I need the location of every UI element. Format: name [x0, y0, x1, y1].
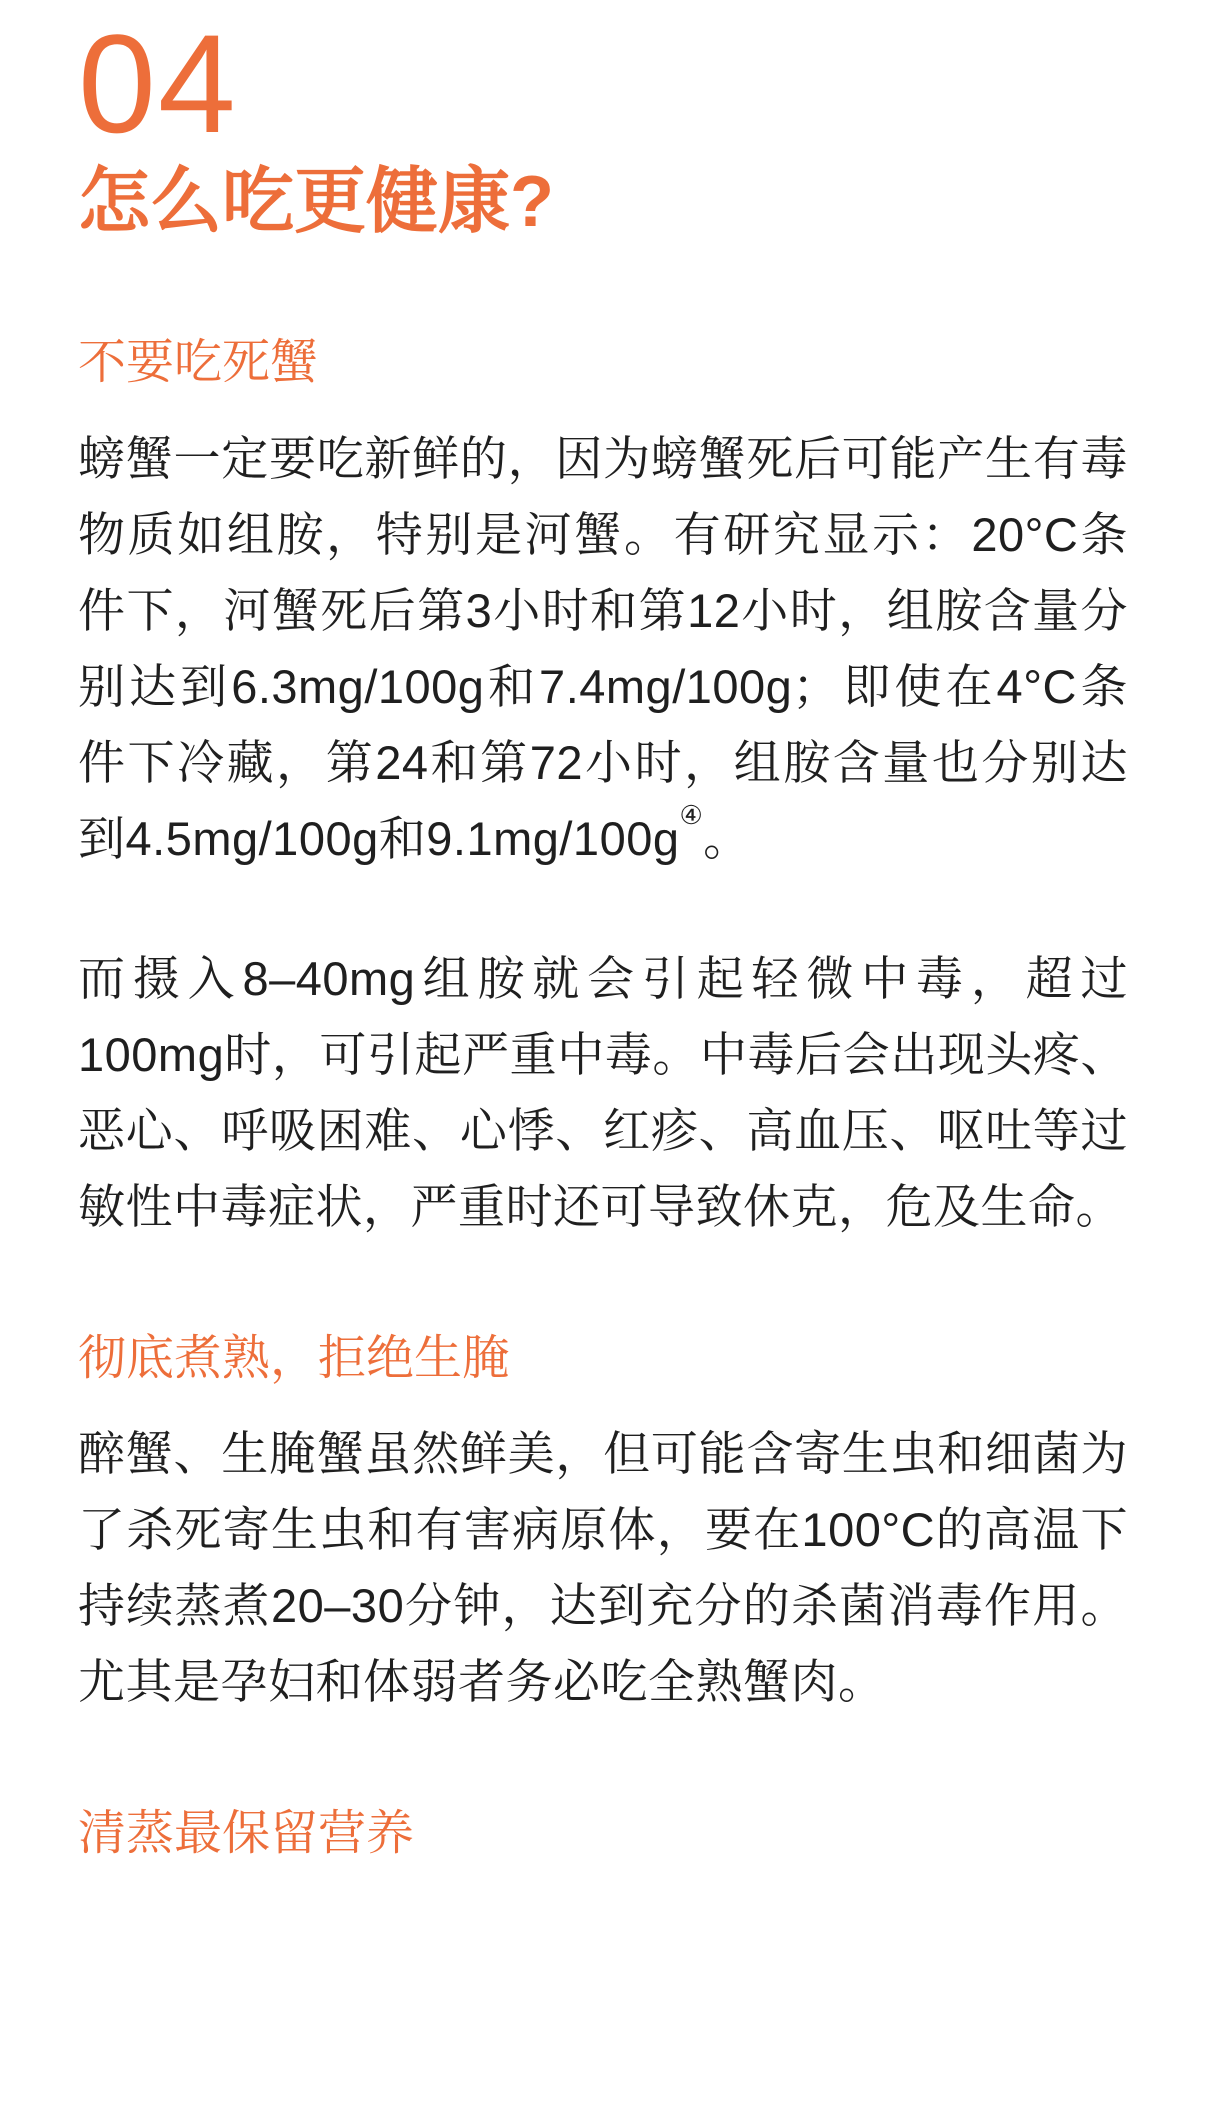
- page-title: 怎么吃更健康?: [78, 162, 554, 242]
- paragraph-text: 螃蟹一定要吃新鲜的，因为螃蟹死后可能产生有毒物质如组胺，特别是河蟹。有研究显示：20°C条件下，河蟹死后第3小时和第12小时，组胺含量分别达到6.3mg/100g和7.4mg/100g；即使在4°C条件下冷藏，第24和第72小时，组胺含量也分别达到4.5mg/100g和9.1mg/100g: [78, 431, 1128, 865]
- section-heading-cook-thoroughly: 彻底煮熟，拒绝生腌: [78, 1331, 511, 1385]
- section-heading-no-dead-crab: 不要吃死蟹: [78, 336, 319, 390]
- paragraph-histamine-data: [78, 421, 1128, 877]
- paragraph-poisoning-symptoms: 而摄入8–40mg组胺就会引起轻微中毒，超过100mg时，可引起严重中毒。中毒后会出现头疼、恶心、呼吸困难、心悸、红疹、高血压、呕吐等过敏性中毒症状，严重时还可导致休克，危及生命。: [78, 951, 1128, 1233]
- paragraph-raw-crab-risk: 醉蟹、生腌蟹虽然鲜美，但可能含寄生虫和细菌为了杀死寄生虫和有害病原体，要在100°C的高温下持续蒸煮20–30分钟，达到充分的杀菌消毒作用。尤其是孕妇和体弱者务必吃全熟蟹肉。: [78, 1426, 1128, 1708]
- footnote-marker: ④: [679, 801, 704, 830]
- section-number: 04: [78, 5, 238, 162]
- section-heading-steaming-nutrition: 清蒸最保留营养: [78, 1806, 415, 1860]
- paragraph-text: 。: [703, 811, 751, 865]
